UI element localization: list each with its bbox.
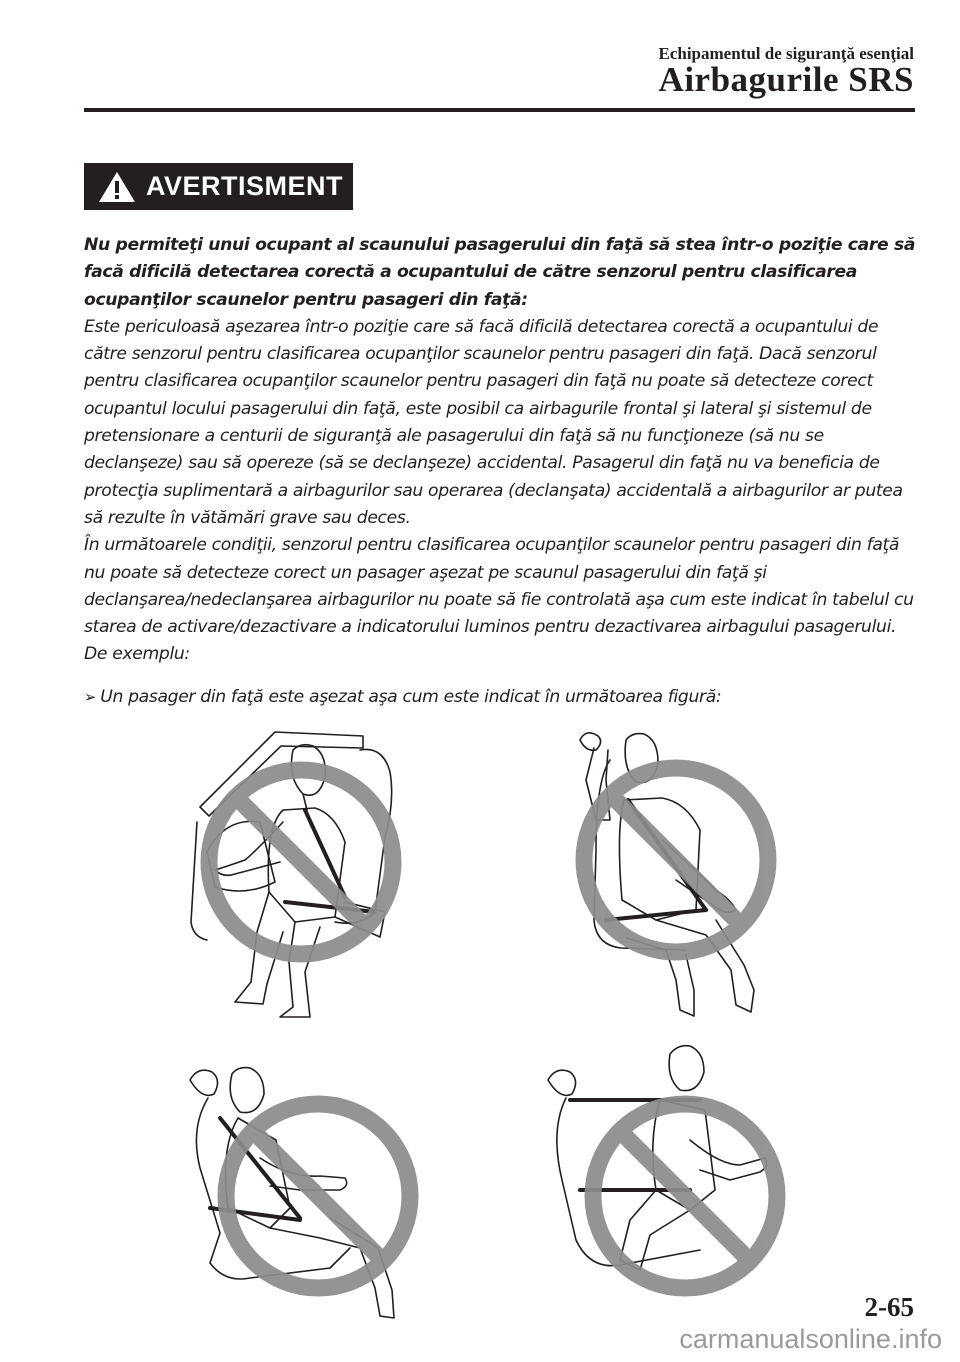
warning-triangle-icon — [97, 170, 137, 204]
section-header: Echipamentul de siguranţă esenţial — [658, 44, 914, 63]
bullet-arrow-icon: ➢ — [84, 688, 97, 706]
header-divider — [84, 108, 915, 112]
watermark: carmanualsonline.info — [679, 1324, 942, 1354]
page-number: 2-65 — [864, 1292, 914, 1322]
warning-badge — [84, 163, 353, 210]
bullet-text: Un pasager din faţă este aşezat aşa cum este indicat în următoarea figură: — [100, 687, 722, 707]
figure-leaning-toward-door — [185, 722, 425, 1022]
warning-label: AVERTISMENT — [146, 171, 344, 201]
prohibited-sign-icon — [226, 1104, 410, 1288]
figure-sitting-forward — [540, 1040, 790, 1310]
page-title: Airbagurile SRS — [658, 60, 914, 99]
prohibited-sign-icon — [209, 770, 393, 954]
prohibited-sign-icon — [584, 768, 768, 952]
warning-paragraph-2: În următoarele condiţii, senzorul pentru clasificarea ocupanţilor scaunelor pentru pasageri din faţă nu poate să detecteze corect un pasager aşezat pe scaunul pasagerului din faţă şi declanşarea/nedeclanşarea airbagurilor nu poate să fie controlată aşa cum este indicat în tabelul cu starea de activare/dezactivare a indicatorului luminos pentru dezactivarea airbagului pasagerului. De exemplu: — [84, 535, 914, 665]
warning-paragraph-1: Este periculoasă aşezarea într-o poziţie care să facă dificilă detectarea corectă a ocupantului de către senzorul pentru clasificarea ocupanţilor scaunelor pentru pasageri din faţă. Dacă senzorul pentru clasificarea ocupanţilor scaunelor pentru pasageri din faţă nu poate să detecteze corect ocupantul locului pasagerului din faţă, este posibil ca airbagurile frontal şi lateral şi sistemul de pretensionare a centurii de siguranţă ale pasagerului din faţă să nu funcţioneze (să nu se declanşeze) sau să opereze (să se declanşeze) accidental. Pasagerul din faţă nu va beneficia de protecţia suplimentară a airbagurilor sau operarea (declanşata) accidentală a airbagurilor ar putea să rezulte în vătămări grave sau deces. — [84, 316, 903, 528]
warning-body — [84, 232, 924, 669]
warning-heading: Nu permiteţi unui ocupant al scaunului pasagerului din faţă să stea într-o poziţie care să facă dificilă detectarea corectă a ocupantului de către senzorul pentru clasificarea ocupanţilor scaunelor pentru pasageri din faţă: — [84, 235, 916, 310]
figure-leaning-back — [180, 1058, 420, 1323]
figure-arm-raised — [566, 720, 806, 1025]
bullet-item — [84, 684, 924, 711]
prohibited-sign-icon — [593, 1104, 777, 1288]
